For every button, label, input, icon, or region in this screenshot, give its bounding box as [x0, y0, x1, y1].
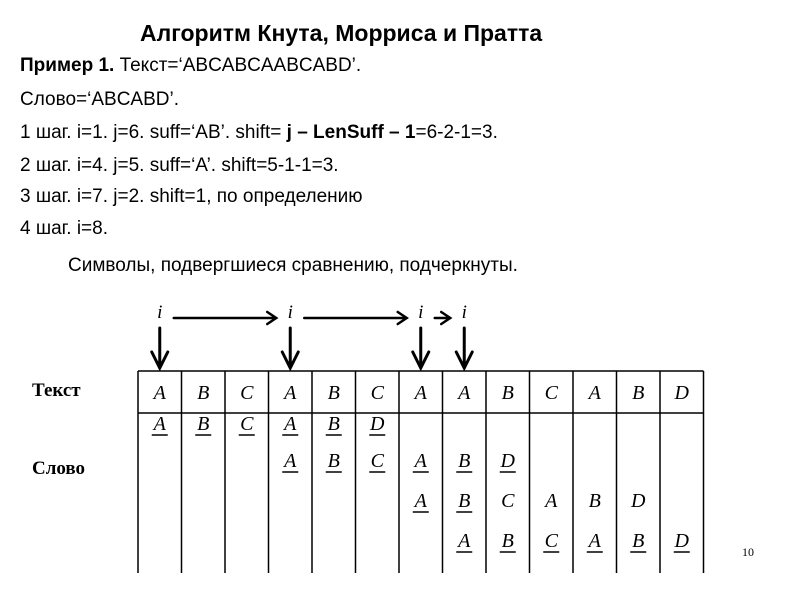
word-cell: A: [588, 530, 601, 552]
down-arrow-icon: [152, 328, 168, 368]
text-cell: A: [588, 382, 601, 404]
word-cell: C: [501, 490, 515, 512]
text-cell: B: [632, 382, 645, 404]
text-cell: C: [544, 382, 558, 404]
text-cell: A: [153, 382, 166, 404]
word-cell: D: [370, 413, 385, 435]
caption: Символы, подвергшиеся сравнению, подчеркнуты.: [68, 255, 518, 276]
pointer-label: i: [461, 302, 467, 323]
word-cell: D: [500, 450, 515, 472]
text-cell: B: [501, 382, 514, 404]
down-arrow-icon: [456, 328, 472, 368]
text-cell: B: [197, 382, 210, 404]
table-cells: [152, 382, 690, 552]
down-arrow-icon: [413, 328, 429, 368]
right-arrow-icon: [435, 312, 451, 324]
pointer-markers: [152, 302, 473, 368]
word-cell: B: [327, 413, 340, 435]
word-row-label: Слово: [32, 458, 86, 479]
word-cell: C: [544, 530, 558, 552]
word-cell: D: [674, 530, 689, 552]
text-cell: B: [327, 382, 340, 404]
word-cell: C: [370, 450, 384, 472]
step-4: 4 шаг. i=8.: [20, 218, 108, 239]
right-arrow-icon: [174, 312, 277, 324]
step-1-result: =6-2-1=3.: [415, 122, 498, 143]
text-cell: A: [284, 382, 297, 404]
word-cell: A: [545, 490, 558, 512]
word-cell: A: [284, 450, 297, 472]
word-cell: A: [153, 413, 166, 435]
word-cell: B: [588, 490, 601, 512]
text-definition: Текст=‘ABCABCAABCABD’.: [114, 55, 362, 76]
down-arrow-icon: [282, 328, 298, 368]
step-1-text: 1 шаг. i=1. j=6. suff=‘AB’. shift=: [20, 122, 287, 143]
word-cell: A: [284, 413, 297, 435]
word-cell: B: [501, 530, 514, 552]
word-definition: Слово=‘ABCABD’.: [20, 89, 179, 110]
text-cell: D: [674, 382, 689, 404]
word-cell: A: [458, 530, 471, 552]
word-cell: B: [197, 413, 210, 435]
slide-number: 10: [742, 545, 754, 559]
word-cell: B: [458, 450, 471, 472]
step-1-formula: j – LenSuff – 1: [286, 122, 416, 143]
step-2: 2 шаг. i=4. j=5. suff=‘A’. shift=5-1-1=3.: [20, 155, 339, 176]
word-cell: A: [414, 490, 427, 512]
word-cell: B: [327, 450, 340, 472]
word-cell: D: [631, 490, 646, 512]
word-cell: B: [458, 490, 471, 512]
slide-title: Алгоритм Кнута, Морриса и Пратта: [140, 20, 543, 46]
text-row-label: Текст: [32, 380, 81, 401]
example-label: Пример 1.: [20, 55, 115, 76]
text-cell: C: [240, 382, 254, 404]
step-3: 3 шаг. i=7. j=2. shift=1, по определению: [20, 186, 363, 207]
pointer-label: i: [287, 302, 293, 323]
text-cell: A: [458, 382, 471, 404]
text-cell: A: [414, 382, 427, 404]
pointer-label: i: [157, 302, 163, 323]
pointer-label: i: [418, 302, 424, 323]
word-cell: C: [240, 413, 254, 435]
word-cell: B: [632, 530, 645, 552]
right-arrow-icon: [304, 312, 407, 324]
word-cell: A: [414, 450, 427, 472]
text-cell: C: [370, 382, 384, 404]
